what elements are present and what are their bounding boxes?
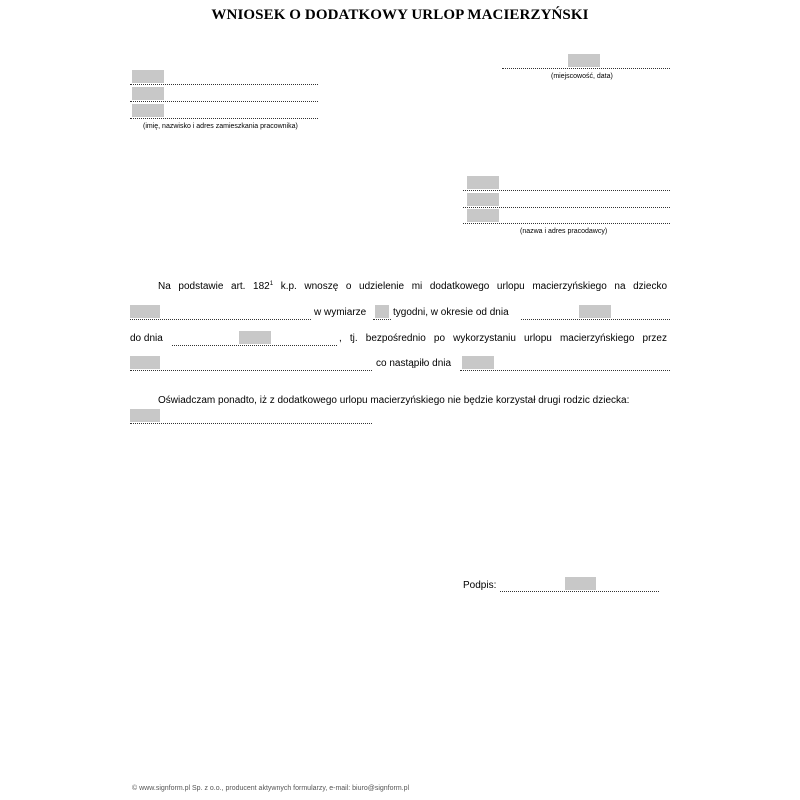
occurred-date-line	[460, 370, 670, 371]
document-title: WNIOSEK O DODATKOWY URLOP MACIERZYŃSKI	[211, 7, 589, 23]
end-date-line	[172, 345, 337, 346]
place-date-caption: (miejscowość, data)	[551, 73, 613, 80]
employee-address-field-1[interactable]	[132, 87, 164, 100]
signature-line	[500, 591, 659, 592]
employer-caption: (nazwa i adres pracodawcy)	[520, 228, 608, 235]
employee-name-field[interactable]	[132, 70, 164, 83]
article-superscript: 1	[269, 281, 274, 287]
to-day-label: do dnia	[130, 333, 163, 344]
employer-line-3	[463, 223, 670, 224]
start-date-line	[521, 319, 670, 320]
employee-caption: (imię, nazwisko i adres zamieszkania pracownika)	[143, 123, 298, 130]
other-parent-field[interactable]	[130, 409, 160, 422]
employer-address-field-1[interactable]	[467, 193, 499, 206]
employee-line-1	[130, 84, 318, 85]
child-name-field[interactable]	[130, 305, 160, 318]
in-amount-label: w wymiarze	[314, 307, 367, 318]
employer-name-field[interactable]	[467, 176, 499, 189]
used-by-field[interactable]	[130, 356, 160, 369]
weeks-count-field[interactable]	[375, 305, 389, 318]
immediately-after-text: , tj. bezpośrednio po wykorzystaniu urlopu macierzyńskiego przez	[339, 333, 667, 344]
employee-line-3	[130, 118, 318, 119]
child-line	[130, 319, 311, 320]
employer-line-1	[463, 190, 670, 191]
signature-label: Podpis:	[463, 580, 497, 591]
employee-line-2	[130, 101, 318, 102]
used-by-line	[130, 370, 372, 371]
place-date-line	[502, 68, 670, 69]
end-date-field[interactable]	[239, 331, 271, 344]
weeks-from-label: tygodni, w okresie od dnia	[393, 307, 509, 318]
start-date-field[interactable]	[579, 305, 611, 318]
place-date-field[interactable]	[568, 54, 600, 67]
occurred-date-field[interactable]	[462, 356, 494, 369]
other-parent-line	[130, 423, 372, 424]
employer-line-2	[463, 207, 670, 208]
declaration-text: Oświadczam ponadto, iż z dodatkowego urlopu macierzyńskiego nie będzie korzystał drugi rodzic dziecka:	[158, 395, 630, 406]
p1-text-end: k.p. wnoszę o udzielenie mi dodatkowego urlopu macierzyńskiego na dziecko	[280, 281, 668, 292]
weeks-line	[373, 319, 391, 320]
employee-address-field-2[interactable]	[132, 104, 164, 117]
paragraph-1-line-1	[130, 281, 667, 292]
footer-copyright: © www.signform.pl Sp. z o.o., producent aktywnych formularzy, e-mail: biuro@signform.pl	[132, 785, 410, 792]
p1-text-start: Na podstawie art. 182	[158, 281, 270, 292]
employer-address-field-2[interactable]	[467, 209, 499, 222]
which-occurred-label: co nastąpiło dnia	[376, 358, 452, 369]
signature-field[interactable]	[565, 577, 596, 590]
